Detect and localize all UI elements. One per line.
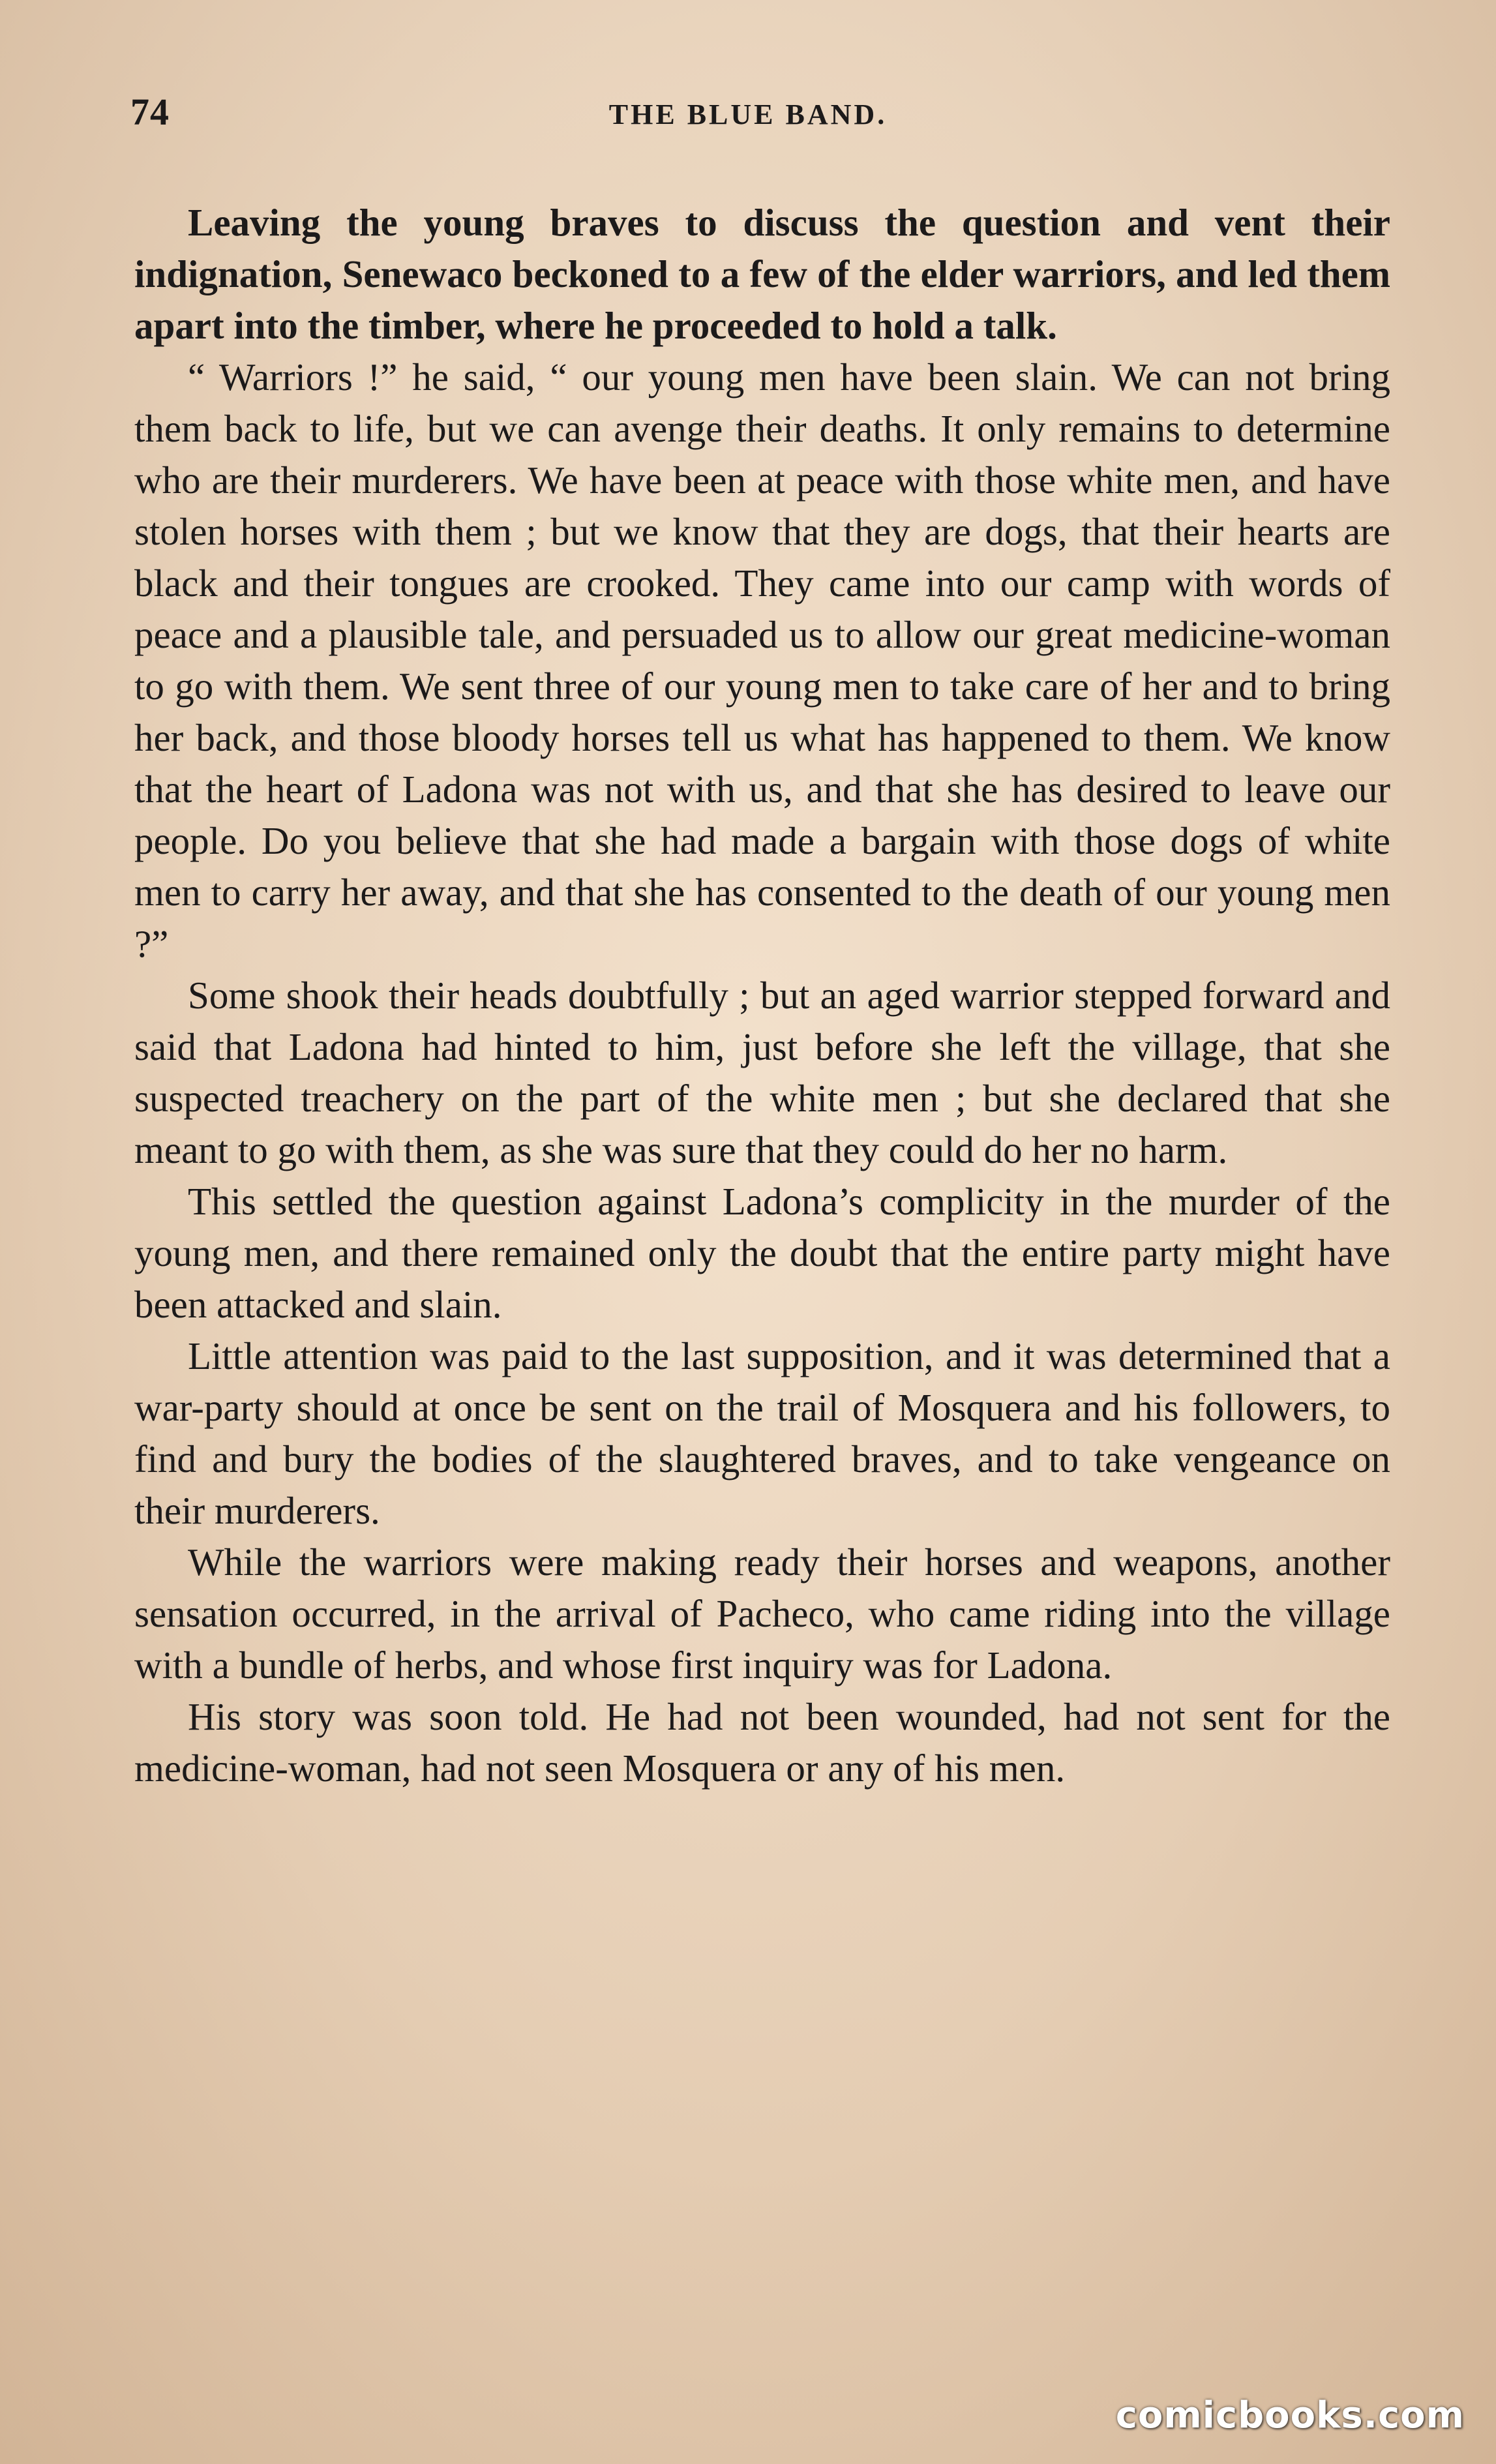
paragraph: His story was soon told. He had not been wounded, had not sent for the medicine-woman, had not seen Mosquera or any of his men. — [134, 1695, 1390, 1790]
paragraph: Little attention was paid to the last supposition, and it was determined that a war-party should at once be sent on the trail of Mosquera and his followers, to find and bury the bodies of the slaughtered braves, and to take vengeance on their murderers. — [134, 1334, 1390, 1532]
watermark-text: comicbooks.com — [1115, 2394, 1465, 2437]
running-head-title: THE BLUE BAND. — [608, 98, 888, 130]
paragraph: This settled the question against Ladona’s complicity in the murder of the young men, and there remained only the doubt that the entire party might have been attacked and slain. — [134, 1180, 1390, 1326]
page-number: 74 — [130, 91, 170, 133]
paragraph: “ Warriors !” he said, “ our young men have been slain. We can not bring them back to life, but we can avenge their deaths. It only remains to determine who are their murderers. We have been at peace with those white men, and have stolen horses with them ; but we know that they are dogs, that their hearts are black and their tongues are crooked. They came into our camp with words of peace and a plausible tale, and persuaded us to allow our great medicine-woman to go with them. We sent three of our young men to take care of her and to bring her back, and those bloody horses tell us what has happened to them. We know that the heart of Ladona was not with us, and that she has desired to leave our people. Do you believe that she had made a bargain with those dogs of white men to carry her away, and that she has consented to the death of our young men ?” — [134, 355, 1390, 965]
paragraph: Leaving the young braves to discuss the question and vent their indignation, Senewaco beckoned to a few of the elder warriors, and led them apart into the timber, where he proceeded to hold a talk. — [134, 201, 1390, 347]
body-text — [134, 197, 1390, 1794]
paragraph: Some shook their heads doubtfully ; but an aged warrior stepped forward and said that Ladona had hinted to him, just before she left the village, that she suspected treachery on the part of the white men ; but she declared that she meant to go with them, as she was sure that they could do her no harm. — [134, 974, 1390, 1171]
paragraph: While the warriors were making ready their horses and weapons, another sensation occurred, in the arrival of Pacheco, who came riding into the village with a bundle of herbs, and whose first inquiry was for Ladona. — [134, 1540, 1390, 1687]
